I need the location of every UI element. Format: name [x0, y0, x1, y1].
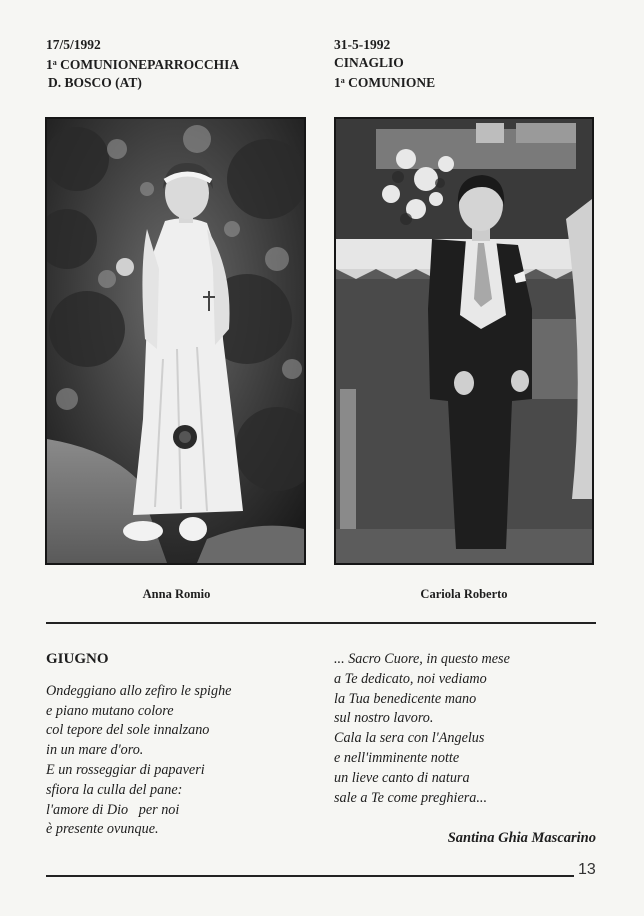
poem-title: GIUGNO	[46, 651, 109, 667]
ordinal-sup: a	[52, 58, 57, 67]
poem-right-column	[334, 650, 510, 808]
poem-line: l'amore di Dio per noi	[46, 801, 180, 818]
right-header-date: 31-5-1992	[334, 37, 391, 52]
left-header-event: 1$^a$ COMUNIONEPARROCCHIA	[46, 57, 240, 72]
left-photo-caption: Anna Romio	[142, 587, 211, 601]
boy-photo-illustration	[336, 119, 592, 563]
poem-line: sale a Te come preghiera...	[334, 789, 488, 806]
poem-line: sfiora la culla del pane:	[46, 781, 183, 798]
right-photo-header	[334, 36, 435, 92]
photo-boy-communion	[334, 117, 594, 565]
left-header-place: D. BOSCO (AT)	[48, 75, 142, 90]
poem-author: Santina Ghia Mascarino	[447, 830, 596, 846]
right-header-place: CINAGLIO	[334, 55, 404, 70]
poem-line: E un rosseggiar di papaveri	[46, 761, 205, 778]
poem-line: è presente ovunque.	[46, 821, 159, 838]
poem-line: Ondeggiano allo zefiro le spighe	[46, 682, 232, 699]
left-header-date: 17/5/1992	[46, 37, 101, 52]
left-photo-header	[46, 36, 239, 92]
right-photo-caption: Cariola Roberto	[420, 587, 508, 601]
poem-line: a Te dedicato, noi vediamo	[334, 670, 487, 687]
poem-line: in un mare d'oro.	[46, 742, 144, 759]
poem-line: ... Sacro Cuore, in questo mese	[334, 651, 510, 667]
section-divider	[46, 622, 596, 624]
poem-line: col tepore del sole innalzano	[46, 722, 210, 739]
girl-photo-illustration	[47, 119, 304, 563]
page-number: 13	[578, 861, 596, 878]
poem-line: e nell'imminente notte	[334, 749, 460, 766]
footer-rule	[46, 875, 574, 877]
photo-girl-communion	[45, 117, 306, 565]
poem-line: Cala la sera con l'Angelus	[334, 730, 485, 747]
right-header-event: 1$^a$ COMUNIONE	[334, 75, 436, 90]
poem-line: sul nostro lavoro.	[334, 710, 434, 727]
ordinal-sup: a	[340, 76, 345, 85]
poem-line: e piano mutano colore	[46, 702, 174, 719]
left-header-event-text: COMUNIONEPARROCCHIA	[56, 57, 240, 72]
poem-left-column	[46, 650, 231, 840]
right-header-event-text: COMUNIONE	[344, 75, 436, 90]
poem-line: la Tua benedicente mano	[334, 690, 477, 707]
poem-line: un lieve canto di natura	[334, 769, 470, 786]
